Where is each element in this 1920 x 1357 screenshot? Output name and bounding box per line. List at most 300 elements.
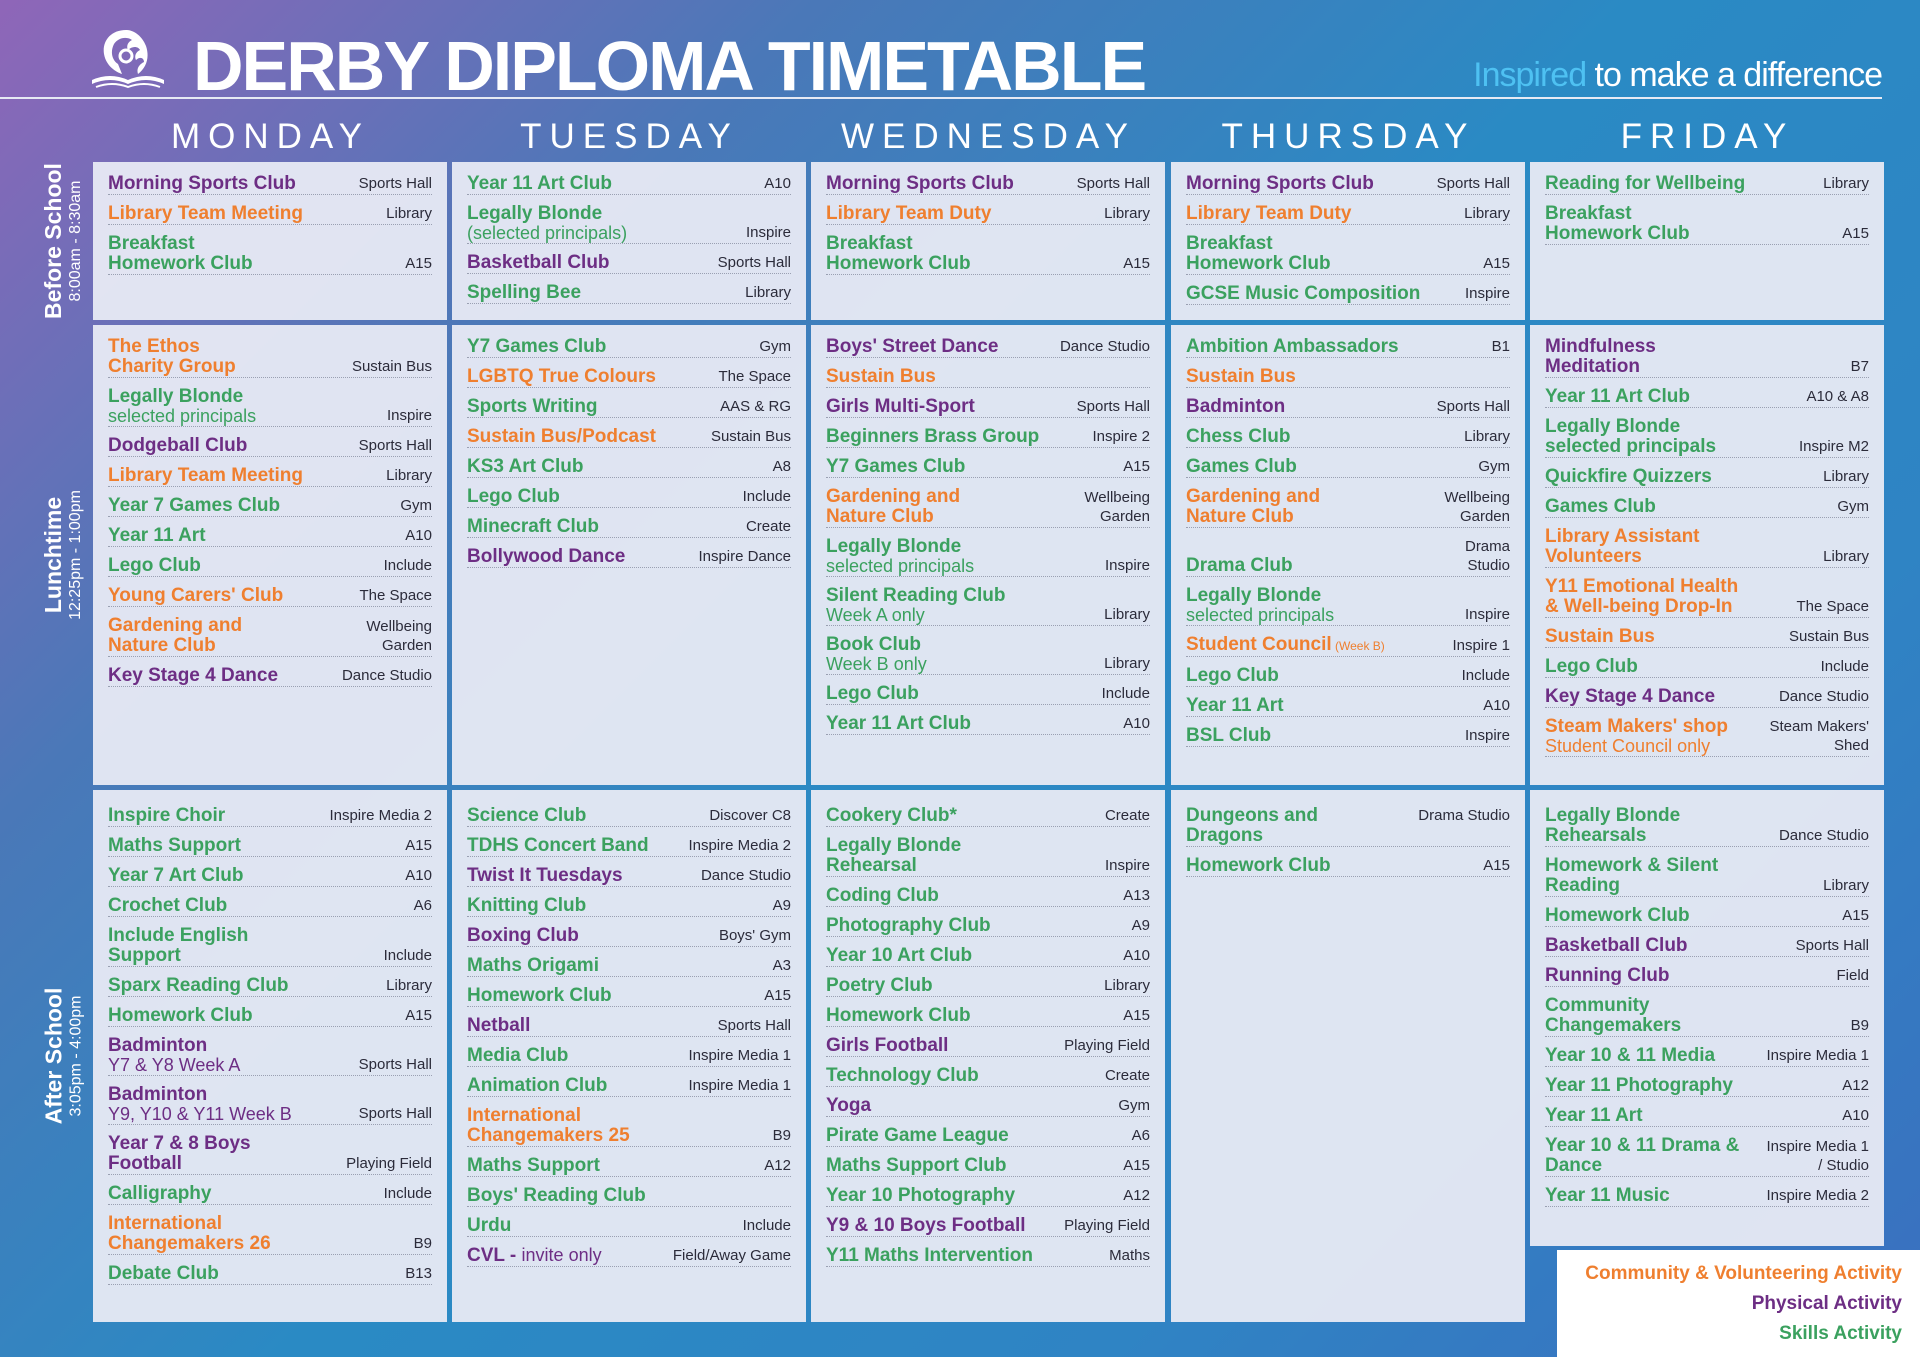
- school-crest-icon: [88, 24, 168, 92]
- activity-location: A15: [1483, 255, 1510, 272]
- activity-entry: [826, 1186, 1150, 1207]
- activity-name: Dungeons and Dragons: [1186, 805, 1318, 846]
- activity-name: Key Stage 4 Dance: [1545, 686, 1716, 707]
- activity-location: Library: [1823, 877, 1869, 894]
- activity-name-block: [826, 586, 1005, 625]
- activity-name: Morning Sports Club: [108, 173, 296, 194]
- activity-location: Inspire Media 2: [329, 807, 432, 824]
- activity-entry: [1186, 174, 1510, 195]
- activity-name: Mindfulness Meditation: [1545, 336, 1656, 377]
- activity-location: A8: [772, 458, 791, 475]
- cell-wednesday-before-school: [811, 162, 1165, 320]
- activity-name: Chess Club: [1186, 426, 1291, 447]
- activity-name: Animation Club: [467, 1075, 608, 1096]
- activity-name-block: [467, 1156, 600, 1176]
- activity-name: Morning Sports Club: [826, 173, 1014, 194]
- activity-entry: [467, 517, 791, 538]
- activity-location: Inspire: [1104, 857, 1150, 874]
- activity-location: Gym: [1118, 1097, 1150, 1114]
- activity-name: Library Team Duty: [826, 203, 992, 224]
- activity-name: Community Changemakers: [1545, 995, 1682, 1036]
- activity-entry: [108, 1006, 432, 1027]
- activity-location: Inspire: [386, 407, 432, 424]
- activity-name-block: [108, 926, 248, 966]
- activity-name: Basketball Club: [467, 252, 610, 273]
- activity-name-block: [108, 1085, 292, 1124]
- legend-community: Community & Volunteering Activity: [1585, 1263, 1902, 1284]
- activity-name-block: [467, 806, 586, 826]
- activity-name-block: [108, 526, 206, 546]
- activity-location: Sports Hall: [358, 1056, 432, 1073]
- activity-name-block: [467, 283, 581, 303]
- activity-location: A15: [1123, 458, 1150, 475]
- activity-entry: [1186, 635, 1510, 657]
- tagline-rest: to make a difference: [1586, 56, 1882, 94]
- activity-name-block: [1186, 234, 1331, 274]
- activity-location: Field: [1836, 967, 1869, 984]
- activity-entry: [108, 526, 432, 547]
- activity-location: A15: [764, 987, 791, 1004]
- activity-location: A3: [772, 957, 791, 974]
- tagline-highlight: Inspired: [1473, 56, 1587, 94]
- activity-location: Steam Makers' Shed: [1769, 718, 1869, 754]
- activity-name-block: [467, 1076, 607, 1096]
- activity-name-block: [826, 1186, 1015, 1206]
- activity-name-block: [1186, 284, 1420, 304]
- activity-entry: [1186, 284, 1510, 305]
- activity-name-block: [108, 616, 242, 656]
- activity-entry: [826, 1126, 1150, 1147]
- activity-name-block: [826, 1216, 1026, 1236]
- activity-name: Maths Support Club: [826, 1155, 1007, 1176]
- activity-name: Running Club: [1545, 965, 1670, 986]
- activity-name: Games Club: [1545, 496, 1656, 517]
- activity-location: Inspire Media 1: [688, 1047, 791, 1064]
- activity-name: Book Club: [826, 634, 921, 655]
- activity-entry: [108, 174, 432, 195]
- activity-name: Photography Club: [826, 915, 991, 936]
- activity-entry: [826, 1066, 1150, 1087]
- activity-entry: [826, 1156, 1150, 1177]
- period-label-after-school: [38, 790, 88, 1322]
- activity-name: Year 10 Art Club: [826, 945, 973, 966]
- activity-location: Library: [386, 205, 432, 222]
- tagline: [1473, 56, 1882, 95]
- activity-name: Year 11 Music: [1545, 1185, 1670, 1206]
- activity-name: LGBTQ True Colours: [467, 366, 656, 387]
- activity-entry: [467, 1016, 791, 1037]
- activity-name-block: [826, 174, 1014, 194]
- activity-location: Library: [1104, 606, 1150, 623]
- activity-name: Homework Club: [826, 1005, 971, 1026]
- activity-name: Library Team Duty: [1186, 203, 1352, 224]
- activity-location: Create: [1104, 1067, 1150, 1084]
- activity-location: Gym: [759, 338, 791, 355]
- activity-name-block: [467, 547, 625, 567]
- activity-name: Poetry Club: [826, 975, 933, 996]
- activity-name: Key Stage 4 Dance: [108, 665, 279, 686]
- activity-location: The Space: [359, 587, 432, 604]
- activity-name: Year 11 Art: [108, 525, 206, 546]
- activity-name-block: [108, 866, 244, 886]
- activity-location: Sports Hall: [358, 175, 432, 192]
- activity-entry: [826, 537, 1150, 577]
- activity-name-block: [1186, 457, 1297, 477]
- activity-entry: [467, 427, 791, 448]
- activity-name-block: [108, 466, 303, 486]
- activity-location: Inspire Media 1: [1766, 1047, 1869, 1064]
- day-header-friday: FRIDAY: [1620, 117, 1795, 156]
- activity-name-block: [1186, 397, 1285, 417]
- activity-name-block: [826, 487, 960, 527]
- activity-name: Twist It Tuesdays: [467, 865, 623, 886]
- activity-name: Year 7 Art Club: [108, 865, 244, 886]
- activity-week-note: (Week B): [1331, 639, 1385, 653]
- activity-entry: [1545, 527, 1869, 568]
- activity-location: Drama Studio: [1464, 538, 1510, 574]
- activity-name: Badminton: [1186, 396, 1286, 417]
- activity-name-block: [826, 1126, 1009, 1146]
- activity-name-block: [467, 397, 598, 417]
- activity-location: A15: [1842, 907, 1869, 924]
- activity-name: Girls Football: [826, 1035, 949, 1056]
- activity-location: Sustain Bus: [1788, 628, 1869, 645]
- period-label-lunchtime: [38, 325, 88, 785]
- activity-name: Girls Multi-Sport: [826, 396, 975, 417]
- activity-location: A13: [1123, 887, 1150, 904]
- activity-location: A10: [1483, 697, 1510, 714]
- activity-entry: [1545, 467, 1869, 488]
- activity-name-block: [826, 367, 936, 387]
- activity-location: Library: [1823, 548, 1869, 565]
- activity-name-block: [826, 1066, 979, 1086]
- activity-location: Sports Hall: [1076, 398, 1150, 415]
- activity-name-block: [1545, 996, 1681, 1036]
- activity-name-block: [826, 836, 961, 876]
- activity-location: Include: [742, 488, 791, 505]
- activity-name-block: [1545, 856, 1718, 896]
- activity-name: Library Team Meeting: [108, 203, 303, 224]
- activity-subtitle: selected principals: [826, 556, 975, 576]
- activity-name: Ambition Ambassadors: [1186, 336, 1399, 357]
- activity-name: Year 11 Art Club: [1545, 386, 1691, 407]
- activity-location: B7: [1850, 358, 1869, 375]
- activity-entry: [826, 684, 1150, 705]
- activity-location: Include: [1461, 667, 1510, 684]
- activity-name: Sparx Reading Club: [108, 975, 289, 996]
- activity-entry: [826, 586, 1150, 626]
- activity-entry: [826, 337, 1150, 358]
- activity-name: Boys' Reading Club: [467, 1185, 646, 1206]
- activity-location: Library: [1464, 428, 1510, 445]
- activity-entry: [1186, 457, 1510, 478]
- activity-name: Library Team Meeting: [108, 465, 303, 486]
- activity-name: Include English Support: [108, 925, 249, 966]
- activity-name: Lego Club: [467, 486, 560, 507]
- activity-entry: [467, 986, 791, 1007]
- activity-name: CVL -: [467, 1245, 522, 1266]
- activity-name-block: [826, 684, 919, 704]
- activity-name: Breakfast Homework Club: [1186, 233, 1331, 274]
- activity-subtitle: selected principals: [1186, 605, 1335, 625]
- activity-entry: [108, 556, 432, 577]
- activity-entry: [1186, 337, 1510, 358]
- activity-entry: [467, 1106, 791, 1147]
- activity-name-block: [1186, 487, 1320, 527]
- activity-name-block: [467, 174, 612, 194]
- activity-name: Spelling Bee: [467, 282, 582, 303]
- activity-entry: [108, 976, 432, 997]
- activity-location: Inspire: [1464, 285, 1510, 302]
- activity-name: Maths Support: [108, 835, 241, 856]
- activity-name-block: [467, 517, 599, 537]
- activity-location: The Space: [718, 368, 791, 385]
- activity-name-block: [108, 1006, 253, 1026]
- activity-name: GCSE Music Composition: [1186, 283, 1421, 304]
- activity-name: Gardening and Nature Club: [108, 615, 243, 656]
- activity-name: Debate Club: [108, 1263, 219, 1284]
- activity-name-block: [1545, 1136, 1739, 1176]
- activity-entry: [467, 367, 791, 388]
- activity-location: Inspire 2: [1092, 428, 1150, 445]
- activity-entry: [1186, 726, 1510, 747]
- activity-location: Inspire Media 2: [688, 837, 791, 854]
- activity-location: A15: [1842, 225, 1869, 242]
- activity-entry: [108, 616, 432, 657]
- activity-name-block: [108, 436, 247, 456]
- activity-name-block: [1186, 174, 1374, 194]
- activity-name: Sustain Bus: [1545, 626, 1655, 647]
- activity-location: Sports Hall: [1795, 937, 1869, 954]
- activity-name-block: [108, 387, 256, 426]
- activity-entry: [1545, 687, 1869, 708]
- activity-location: A15: [1123, 255, 1150, 272]
- activity-name: Y11 Emotional Health & Well-being Drop-In: [1545, 576, 1739, 617]
- activity-entry: [826, 1216, 1150, 1237]
- activity-entry: [1186, 367, 1510, 388]
- activity-entry: [1545, 337, 1869, 378]
- activity-name-block: [826, 427, 1039, 447]
- activity-name-block: [826, 337, 998, 357]
- cell-wednesday-lunchtime: [811, 325, 1165, 785]
- activity-name: International Changemakers 25: [467, 1105, 630, 1146]
- activity-name-block: [467, 1016, 530, 1036]
- activity-location: A15: [405, 837, 432, 854]
- activity-location: Sports Hall: [1076, 175, 1150, 192]
- day-header-wednesday: WEDNESDAY: [841, 117, 1136, 156]
- activity-name: Legally Blonde: [1186, 585, 1322, 606]
- activity-name-block: [467, 427, 656, 447]
- activity-location: Inspire 1: [1452, 637, 1510, 654]
- activity-location: A6: [1131, 1127, 1150, 1144]
- activity-location: Sports Hall: [358, 437, 432, 454]
- period-time: 8:00am - 8:30am: [67, 180, 85, 302]
- activity-name-block: [1545, 687, 1715, 707]
- activity-name: Badminton: [108, 1084, 208, 1105]
- activity-location: Field/Away Game: [672, 1247, 791, 1264]
- activity-location: Library: [1104, 205, 1150, 222]
- activity-entry: [1186, 204, 1510, 225]
- activity-location: Inspire Dance: [698, 548, 791, 565]
- activity-name-block: [467, 337, 606, 357]
- activity-name: Basketball Club: [1545, 935, 1688, 956]
- activity-name: Dodgeball Club: [108, 435, 248, 456]
- activity-location: A15: [1123, 1007, 1150, 1024]
- activity-name-block: [1545, 806, 1680, 846]
- day-header-monday: MONDAY: [170, 117, 371, 156]
- activity-location: Sports Hall: [358, 1105, 432, 1122]
- activity-name-block: [1186, 806, 1318, 846]
- activity-entry: [108, 896, 432, 917]
- activity-name-block: [108, 556, 201, 576]
- activity-entry: [467, 1046, 791, 1067]
- activity-name: Year 11 Photography: [1545, 1075, 1733, 1096]
- activity-location: Gym: [1478, 458, 1510, 475]
- activity-entry: [1545, 204, 1869, 245]
- activity-name: Year 7 & 8 Boys Football: [108, 1133, 251, 1174]
- activity-entry: [467, 174, 791, 195]
- activity-name: Gardening and Nature Club: [826, 486, 961, 527]
- activity-name-block: [108, 836, 241, 856]
- activity-name-block: [467, 1216, 511, 1236]
- activity-entry: [1545, 657, 1869, 678]
- activity-location: Library: [1823, 175, 1869, 192]
- activity-name: Drama Club: [1186, 555, 1293, 576]
- activity-location: Include: [742, 1217, 791, 1234]
- activity-name: Homework Club: [108, 1005, 253, 1026]
- activity-name: Library Assistant Volunteers: [1545, 526, 1700, 567]
- activity-location: Library: [1104, 977, 1150, 994]
- activity-name-block: [1545, 1186, 1670, 1206]
- activity-name: Lego Club: [1545, 656, 1638, 677]
- activity-name: Year 11 Art Club: [826, 713, 972, 734]
- activity-location: Dance Studio: [700, 867, 791, 884]
- activity-entry: [1545, 1106, 1869, 1127]
- activity-entry: [467, 457, 791, 478]
- activity-name-block: [467, 866, 623, 886]
- activity-location: Inspire: [1104, 557, 1150, 574]
- activity-name-block: [1186, 726, 1271, 746]
- period-time: 3:05pm - 4:00pm: [67, 995, 85, 1117]
- activity-entry: [1545, 717, 1869, 757]
- activity-entry: [826, 204, 1150, 225]
- activity-name: Year 10 & 11 Drama & Dance: [1545, 1135, 1740, 1176]
- activity-location: B9: [772, 1127, 791, 1144]
- activity-location: Wellbeing Garden: [1084, 489, 1150, 525]
- activity-entry: [108, 1184, 432, 1205]
- cell-tuesday-lunchtime: [452, 325, 806, 785]
- activity-entry: [108, 204, 432, 225]
- activity-location: A10: [405, 867, 432, 884]
- activity-location: Library: [745, 284, 791, 301]
- activity-location: A12: [764, 1157, 791, 1174]
- activity-name-block: [108, 1184, 211, 1204]
- activity-name-block: [467, 457, 583, 477]
- activity-entry: [1186, 234, 1510, 275]
- activity-location: Dance Studio: [341, 667, 432, 684]
- activity-name-block: [826, 886, 939, 906]
- activity-entry: [467, 896, 791, 917]
- activity-name-block: [826, 1036, 948, 1056]
- activity-name-block: [108, 337, 236, 377]
- activity-name: Legally Blonde: [467, 203, 603, 224]
- activity-entry: [467, 1156, 791, 1177]
- activity-name-block: [826, 1246, 1033, 1266]
- activity-location: Wellbeing Garden: [366, 618, 432, 654]
- activity-location: B13: [405, 1265, 432, 1282]
- activity-location: A6: [413, 897, 432, 914]
- activity-name: Technology Club: [826, 1065, 979, 1086]
- activity-name-block: [1186, 367, 1296, 387]
- activity-name: Minecraft Club: [467, 516, 599, 537]
- activity-name-block: [467, 487, 560, 507]
- activity-entry: [1186, 586, 1510, 626]
- activity-entry: [1545, 627, 1869, 648]
- activity-name-block: [1545, 417, 1716, 457]
- activity-entry: [826, 1036, 1150, 1057]
- activity-name-block: [467, 1106, 630, 1146]
- activity-location: A15: [405, 1007, 432, 1024]
- activity-name: Young Carers' Club: [108, 585, 284, 606]
- activity-name: Beginners Brass Group: [826, 426, 1040, 447]
- activity-name: Media Club: [467, 1045, 569, 1066]
- activity-location: Inspire: [1464, 727, 1510, 744]
- activity-name-block: [108, 496, 280, 516]
- activity-name: Yoga: [826, 1095, 872, 1116]
- page-title: DERBY DIPLOMA TIMETABLE: [193, 27, 1146, 105]
- activity-entry: [1186, 427, 1510, 448]
- activity-location: Wellbeing Garden: [1444, 489, 1510, 525]
- activity-entry: [1545, 966, 1869, 987]
- activity-entry: [826, 234, 1150, 275]
- activity-entry: [826, 174, 1150, 195]
- activity-entry: [108, 496, 432, 517]
- activity-location: A15: [1483, 857, 1510, 874]
- activity-entry: [826, 457, 1150, 478]
- activity-entry: [826, 1246, 1150, 1267]
- day-header-thursday: THURSDAY: [1221, 117, 1476, 156]
- activity-name-block: [108, 1134, 251, 1174]
- activity-entry: [108, 1085, 432, 1125]
- activity-entry: [108, 806, 432, 827]
- activity-location: Inspire: [745, 224, 791, 241]
- activity-entry: [108, 234, 432, 275]
- activity-subtitle: Student Council only: [1545, 736, 1711, 756]
- cell-tuesday-after-school: [452, 790, 806, 1322]
- activity-name-block: [1545, 936, 1688, 956]
- activity-name: Gardening and Nature Club: [1186, 486, 1321, 527]
- activity-subtitle: Y9, Y10 & Y11 Week B: [108, 1104, 292, 1124]
- activity-name-block: [1545, 387, 1690, 407]
- activity-entry: [467, 806, 791, 827]
- activity-entry: [826, 946, 1150, 967]
- activity-name: Y11 Maths Intervention: [826, 1245, 1033, 1266]
- activity-entry: [1545, 936, 1869, 957]
- activity-entry: [1545, 174, 1869, 195]
- activity-name: Year 11 Art: [1545, 1105, 1643, 1126]
- activity-location: A10: [764, 175, 791, 192]
- activity-name: Year 11 Art Club: [467, 173, 613, 194]
- activity-entry: [108, 1036, 432, 1076]
- activity-subtitle: Y7 & Y8 Week A: [108, 1055, 241, 1075]
- activity-entry: [826, 635, 1150, 675]
- activity-name: KS3 Art Club: [467, 456, 584, 477]
- activity-name: Science Club: [467, 805, 587, 826]
- activity-name: Cookery Club*: [826, 805, 957, 826]
- cell-friday-before-school: [1530, 162, 1884, 320]
- cell-thursday-before-school: [1171, 162, 1525, 320]
- activity-name: Sports Writing: [467, 396, 598, 417]
